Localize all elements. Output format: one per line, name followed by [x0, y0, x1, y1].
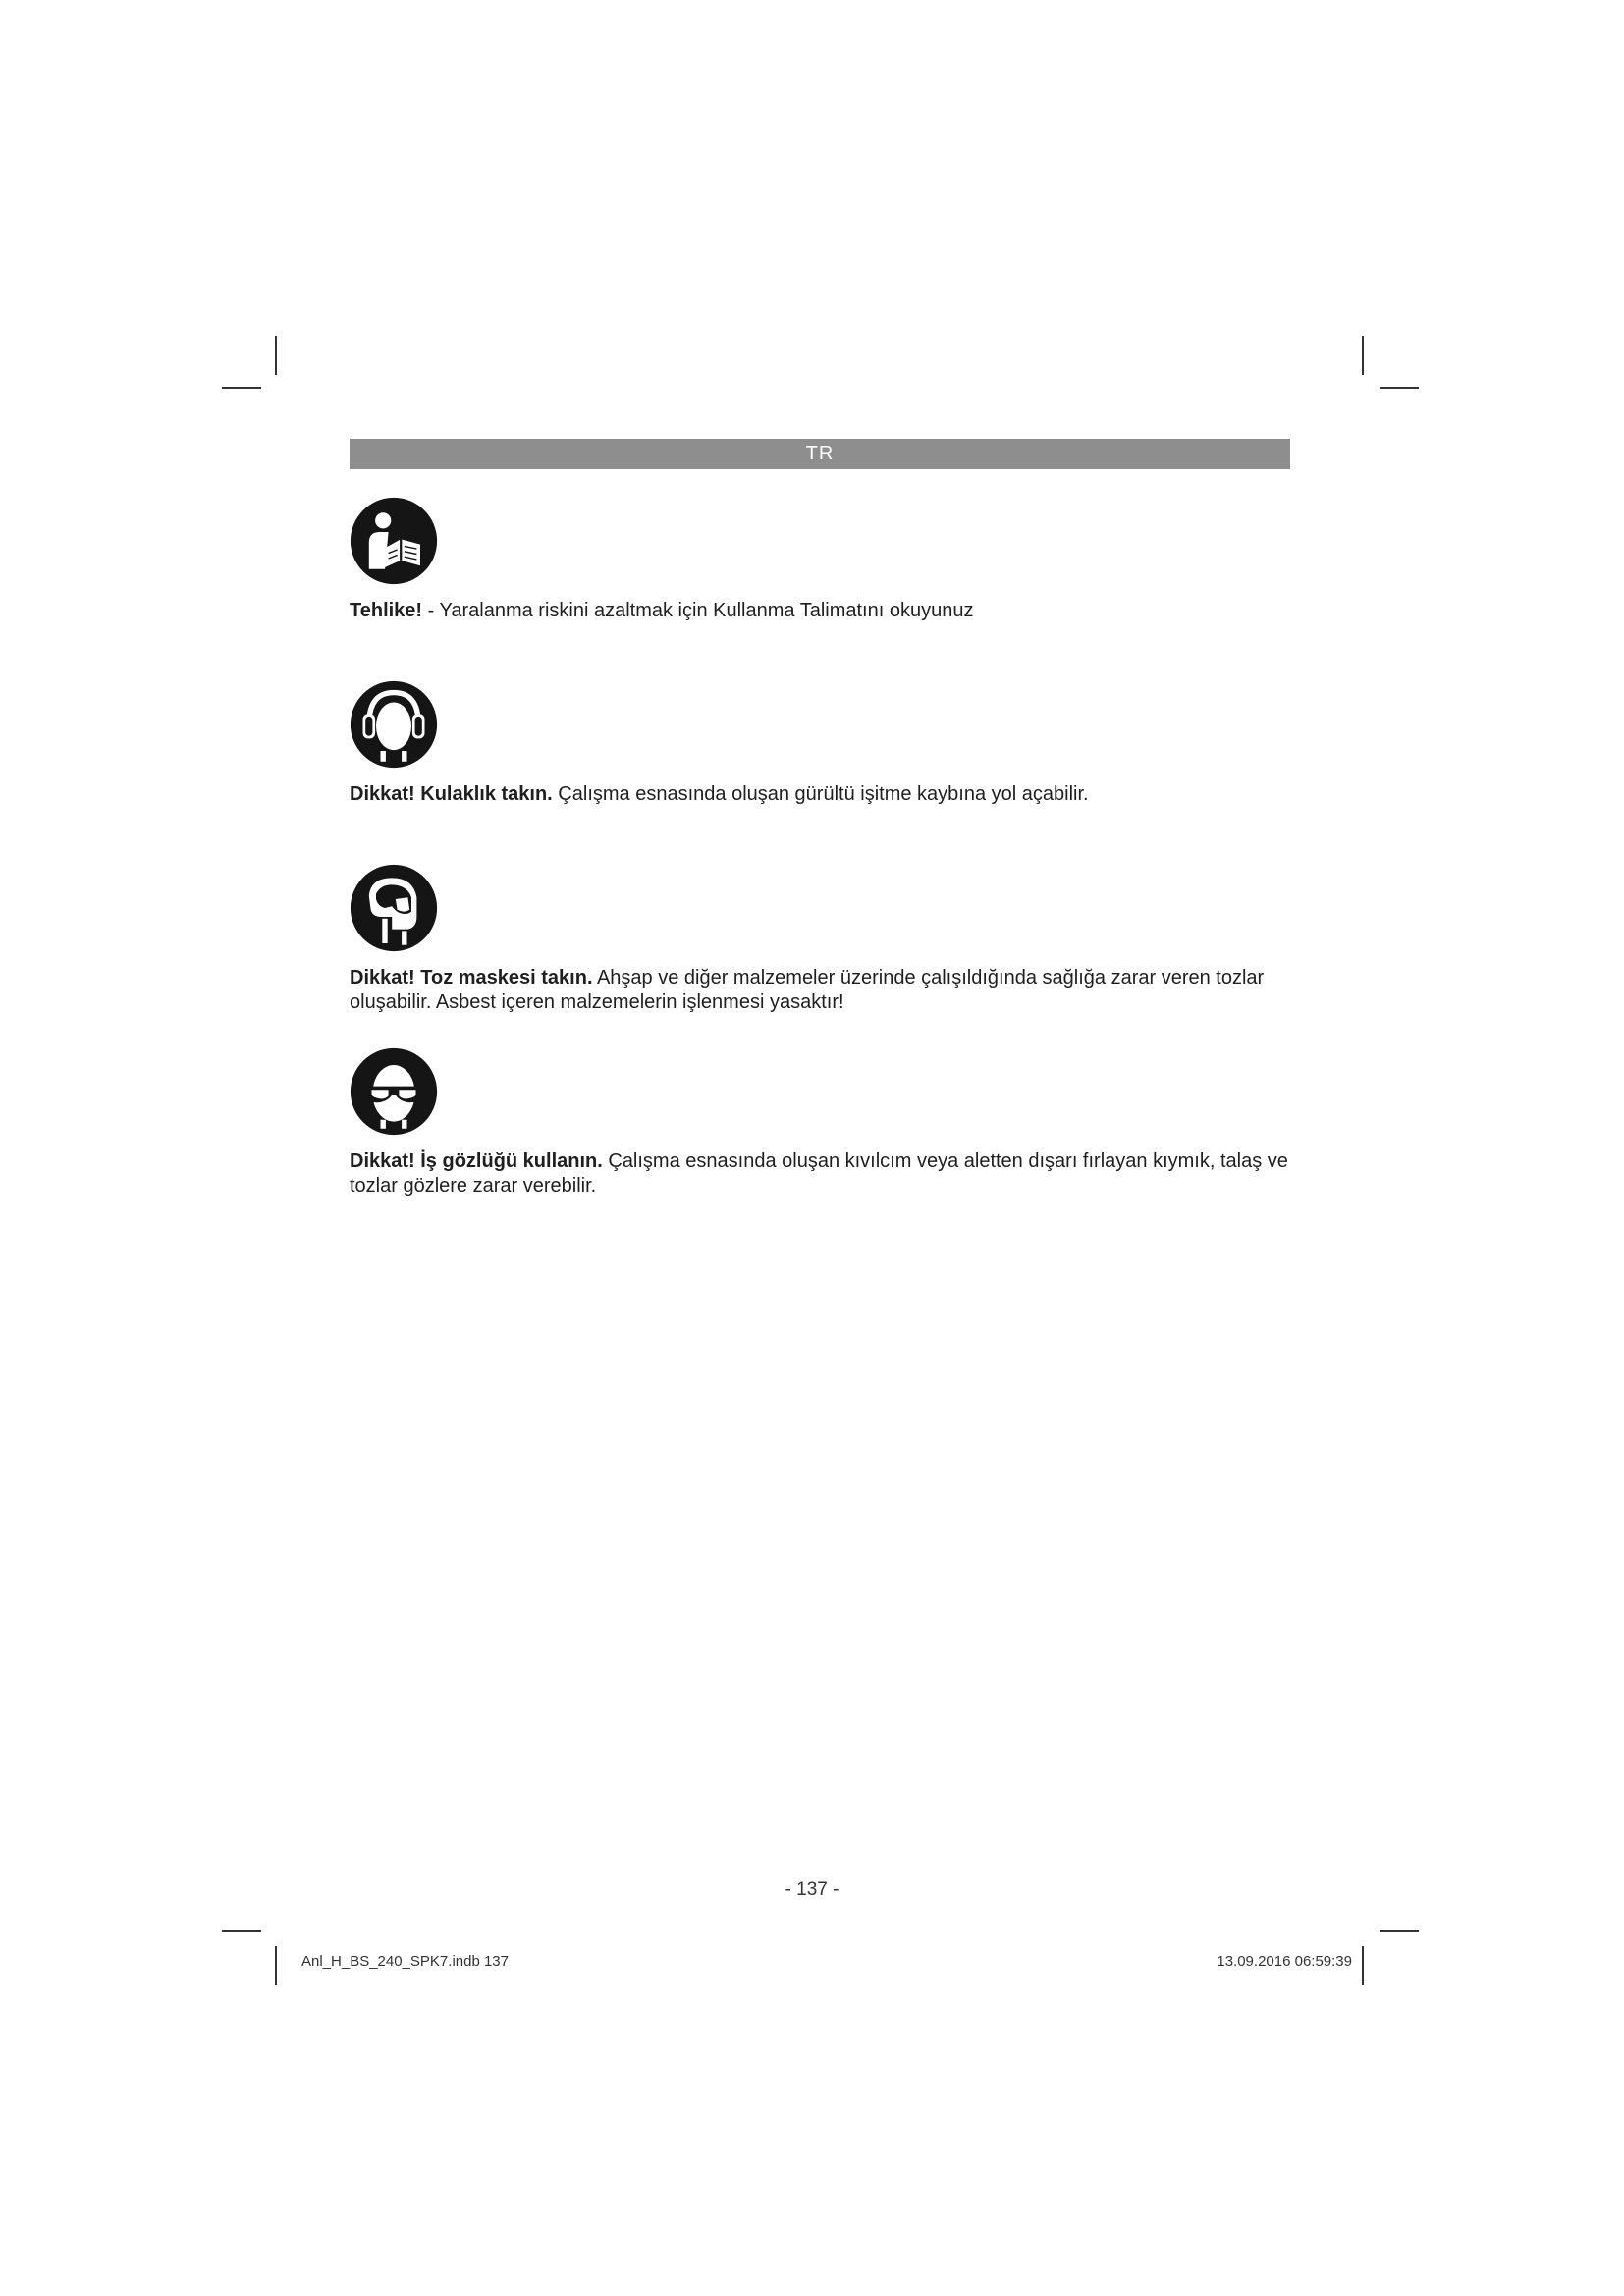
warning-section: [350, 680, 1292, 807]
footer-file: Anl_H_BS_240_SPK7.indb 137: [301, 1953, 509, 1970]
warning-text: [350, 599, 1292, 623]
warning-section: [350, 497, 1292, 623]
read-manual-icon: [350, 497, 438, 585]
crop-mark: [222, 387, 261, 389]
warning-section: [350, 864, 1292, 1015]
page-number: - 137 -: [785, 1879, 839, 1899]
warning-description: Çalışma esnasında oluşan gürültü işitme kaybına yol açabilir.: [552, 783, 1089, 805]
crop-mark: [275, 1946, 277, 1985]
footer-timestamp: 13.09.2016 06:59:39: [1217, 1953, 1352, 1970]
safety-goggles-icon: [350, 1047, 438, 1136]
warning-description: Çalışma esnasında oluşan kıvılcım veya aletten dışarı fırlayan kıymık, talaş ve tozlar gözlere zarar verebilir.: [350, 1150, 1288, 1197]
crop-mark: [1380, 1930, 1419, 1932]
crop-mark: [1362, 336, 1364, 375]
crop-mark: [1380, 387, 1419, 389]
warning-text: [350, 1149, 1292, 1199]
warning-section: [350, 1047, 1292, 1199]
warning-description: Ahşap ve diğer malzemeler üzerinde çalışıldığında sağlığa zarar veren tozlar oluşabilir. Asbest içeren malzemelerin işlenmesi yasaktır!: [350, 967, 1265, 1013]
warning-description: - Yaralanma riskini azaltmak için Kullanma Talimatını okuyunuz: [422, 600, 974, 621]
warning-label: Dikkat! Toz maskesi takın.: [350, 967, 593, 988]
crop-mark: [222, 1930, 261, 1932]
warning-text: [350, 966, 1292, 1015]
dust-mask-icon: [350, 864, 438, 952]
warning-label: Tehlike!: [350, 600, 423, 621]
warning-text: [350, 782, 1292, 807]
language-header: TR: [350, 439, 1290, 469]
ear-protection-icon: [350, 680, 438, 769]
warning-label: Dikkat! Kulaklık takın.: [350, 783, 553, 805]
crop-mark: [275, 336, 277, 375]
crop-mark: [1362, 1946, 1364, 1985]
warning-label: Dikkat! İş gözlüğü kullanın.: [350, 1150, 603, 1172]
